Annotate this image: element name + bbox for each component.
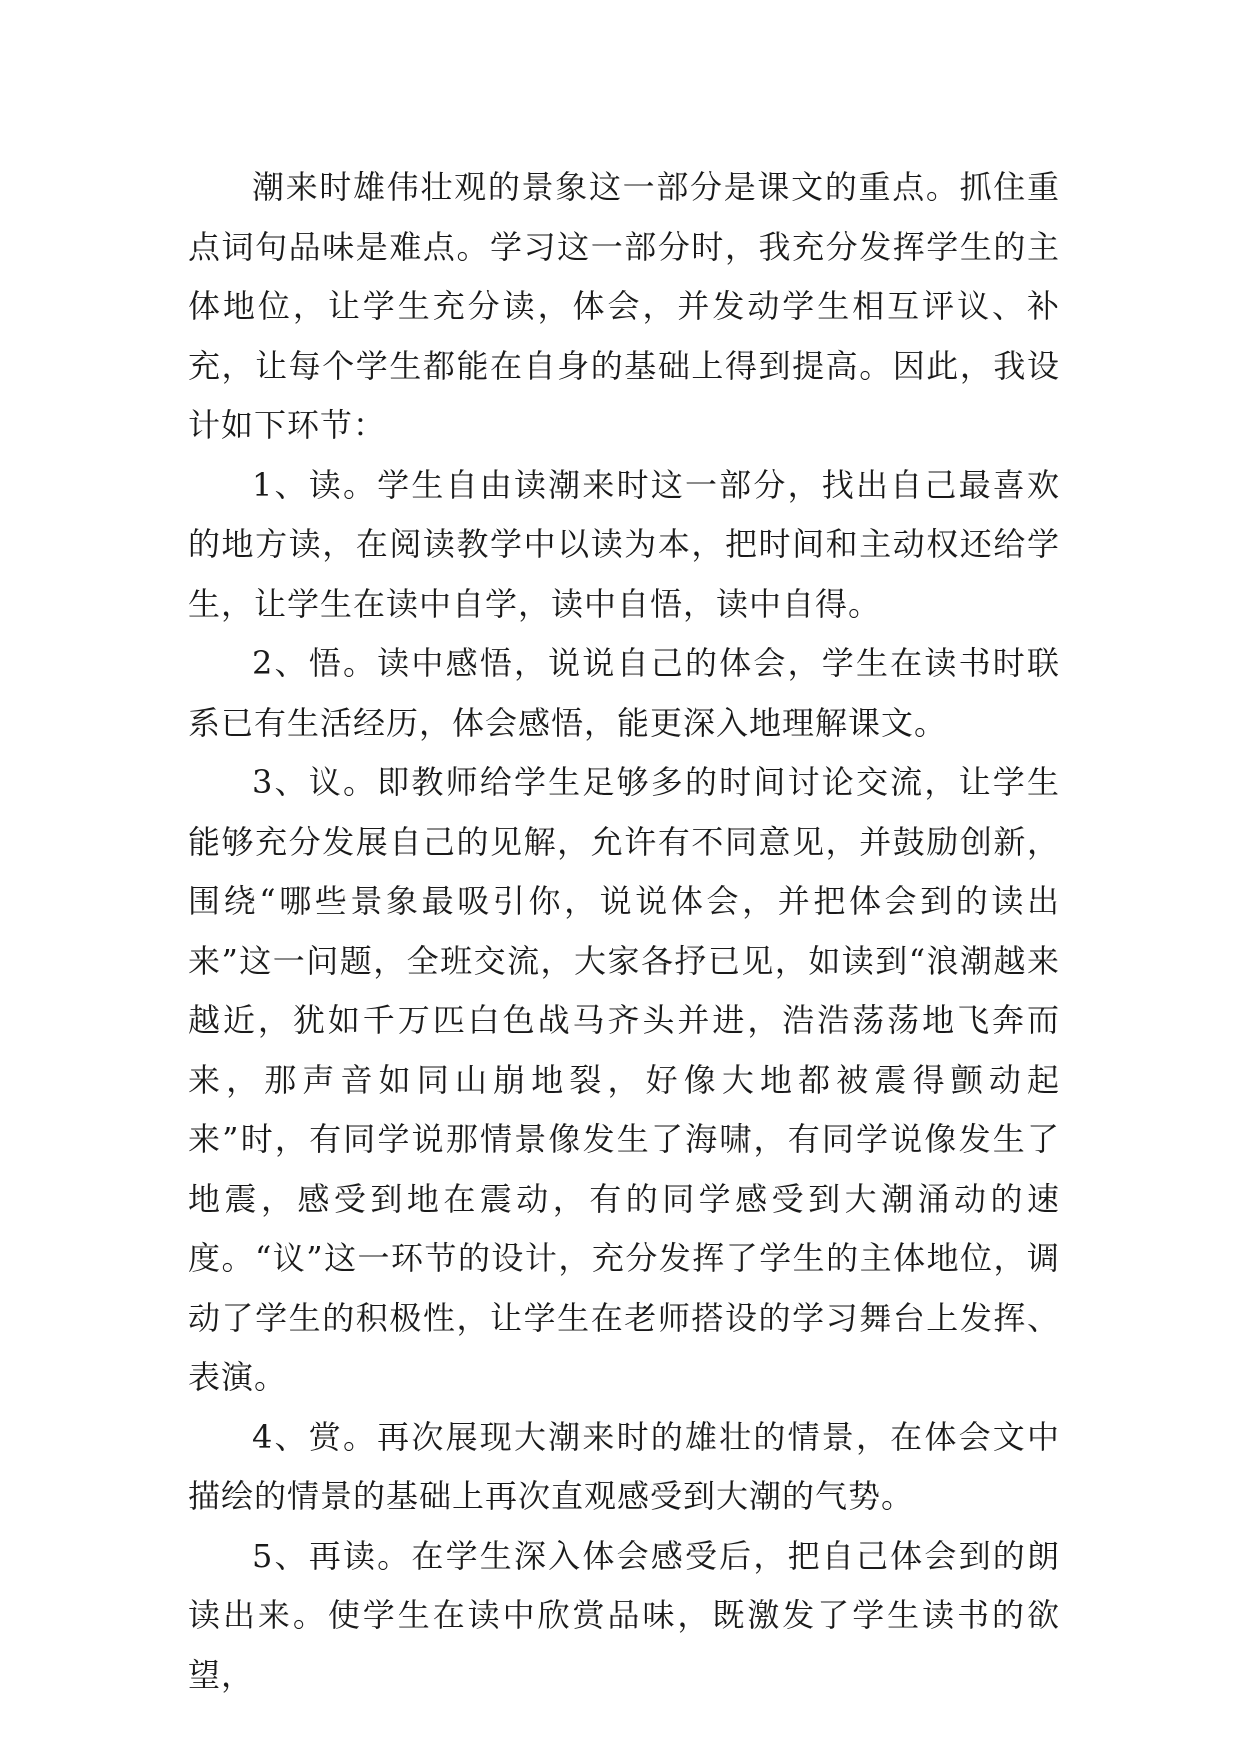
paragraph-intro: 潮来时雄伟壮观的景象这一部分是课文的重点。抓住重点词句品味是难点。学习这一部分时，我充分发挥学生的主体地位，让学生充分读，体会，并发动学生相互评议、补充，让每个学生都能在自身的基础上得到提高。因此，我设计如下环节： [188,168,1060,444]
paragraph-step-5: 5、再读。在学生深入体会感受后，把自己体会到的朗读出来。使学生在读中欣赏品味，既激发了学生读书的欲望， [188,1536,1060,1694]
paragraph-step-1: 1、读。学生自由读潮来时这一部分，找出自己最喜欢的地方读，在阅读教学中以读为本，把时间和主动权还给学生，让学生在读中自学，读中自悟，读中自得。 [188,465,1060,623]
document-body [188,158,1060,1705]
paragraph-step-2: 2、悟。读中感悟，说说自己的体会，学生在读书时联系已有生活经历，体会感悟，能更深入地理解课文。 [188,644,1060,742]
paragraph-step-3: 3、议。即教师给学生足够多的时间讨论交流，让学生能够充分发展自己的见解，允许有不同意见，并鼓励创新，围绕“哪些景象最吸引你，说说体会，并把体会到的读出来”这一问题，全班交流，大家各抒已见，如读到“浪潮越来越近，犹如千万匹白色战马齐头并进，浩浩荡荡地飞奔而来，那声音如同山崩地裂，好像大地都被震得颤动起来”时，有同学说那情景像发生了海啸，有同学说像发生了地震，感受到地在震动，有的同学感受到大潮涌动的速度。“议”这一环节的设计，充分发挥了学生的主体地位，调动了学生的积极性，让学生在老师搭设的学习舞台上发挥、表演。 [188,763,1060,1396]
paragraph-step-4: 4、赏。再次展现大潮来时的雄壮的情景，在体会文中描绘的情景的基础上再次直观感受到大潮的气势。 [188,1417,1060,1515]
